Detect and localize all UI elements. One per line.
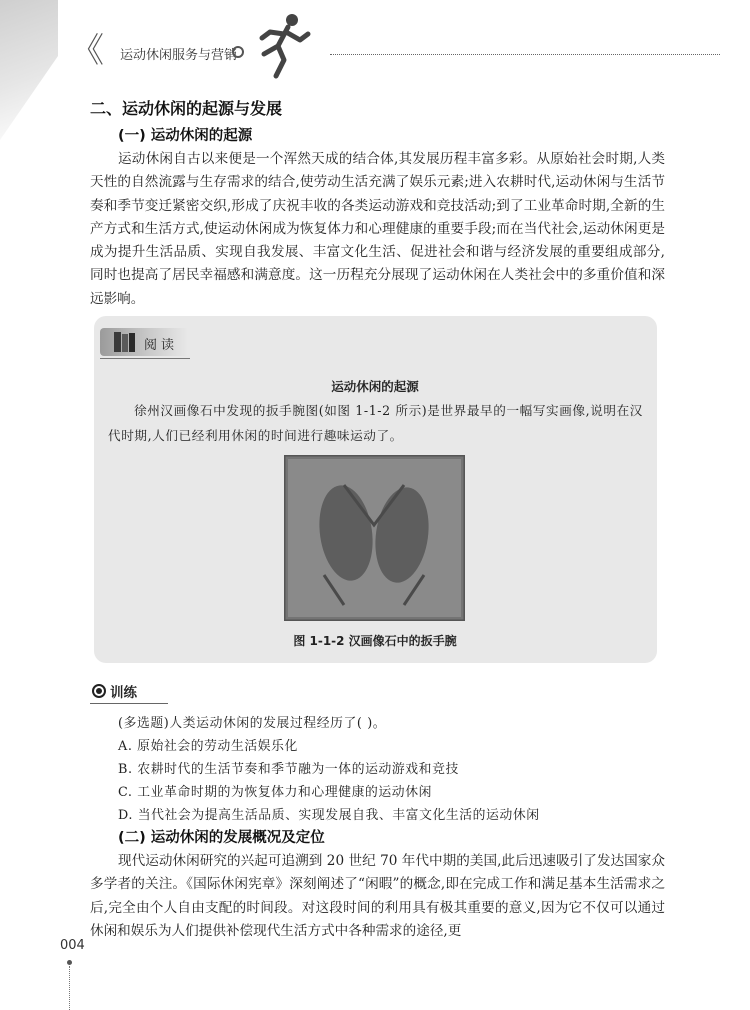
training-underline xyxy=(90,703,168,704)
page-number: 004 xyxy=(60,938,85,953)
page-number-dot xyxy=(67,960,72,965)
reading-text: 徐州汉画像石中发现的扳手腕图(如图 1-1-2 所示)是世界最早的一幅写实画像,说明在汉代时期,人们已经利用休闲的时间进行趣味运动了。 xyxy=(108,403,643,443)
page-number-dotted-line xyxy=(69,966,70,1010)
reading-title: 运动休闲的起源 xyxy=(331,379,419,394)
han-stone-relief-image xyxy=(284,455,465,621)
book-icon xyxy=(112,330,138,354)
running-header-title: 运动休闲服务与营销 xyxy=(120,48,238,63)
subsection-heading-development: (二) 运动休闲的发展概况及定位 xyxy=(118,830,325,846)
training-label: 训练 xyxy=(110,685,137,701)
subsection-heading-origin: (一) 运动休闲的起源 xyxy=(118,128,253,144)
header-dotted-rule xyxy=(330,54,720,55)
reading-underline xyxy=(100,358,190,359)
header-dot-icon xyxy=(232,46,244,58)
header-chevron-icon: 《 xyxy=(70,31,94,71)
page-corner-decoration xyxy=(0,0,58,140)
option-d: D. 当代社会为提高生活品质、实现发展自我、丰富文化生活的运动休闲 xyxy=(118,808,540,823)
option-b: B. 农耕时代的生活节奏和季节融为一体的运动游戏和竞技 xyxy=(118,762,459,777)
option-c: C. 工业革命时期的为恢复体力和心理健康的运动休闲 xyxy=(118,785,433,800)
development-paragraph: 现代运动休闲研究的兴起可追溯到 20 世纪 70 年代中期的美国,此后迅速吸引了发达国家众多学者的关注。《国际休闲宪章》深刻阐述了“闲暇”的概念,即在完成工作和满足基本生活需求之后,完全由个人自由支配的时间段。对这段时间的利用具有极其重要的意义,因为它不仅可以通过休闲和娱乐为人们提供补偿现代生活方式中各种需求的途径,更 xyxy=(90,853,665,939)
origin-paragraph: 运动休闲自古以来便是一个浑然天成的结合体,其发展历程丰富多彩。从原始社会时期,人类天性的自然流露与生存需求的结合,使劳动生活充满了娱乐元素;进入农耕时代,运动休闲与生活节奏和季节变迁紧密交织,形成了庆祝丰收的各类运动游戏和竞技活动;到了工业革命时期,全新的生产方式和生活方式,使运动休闲成为恢复体力和心理健康的重要手段;而在当代社会,运动休闲更是成为提升生活品质、实现自我发展、丰富文化生活、促进社会和谐与经济发展的重要组成部分,同时也提高了居民幸福感和满意度。这一历程充分展现了运动休闲在人类社会中的多重价值和深远影响。 xyxy=(90,151,665,307)
bullet-circle-icon xyxy=(92,684,106,698)
figure-caption: 图 1-1-2 汉画像石中的扳手腕 xyxy=(293,634,457,648)
runner-icon xyxy=(248,10,318,80)
section-heading: 二、运动休闲的起源与发展 xyxy=(90,99,283,118)
reading-label: 阅读 xyxy=(144,338,179,353)
option-a: A. 原始社会的劳动生活娱乐化 xyxy=(118,739,298,754)
training-question: (多选题)人类运动休闲的发展过程经历了( )。 xyxy=(118,716,387,731)
